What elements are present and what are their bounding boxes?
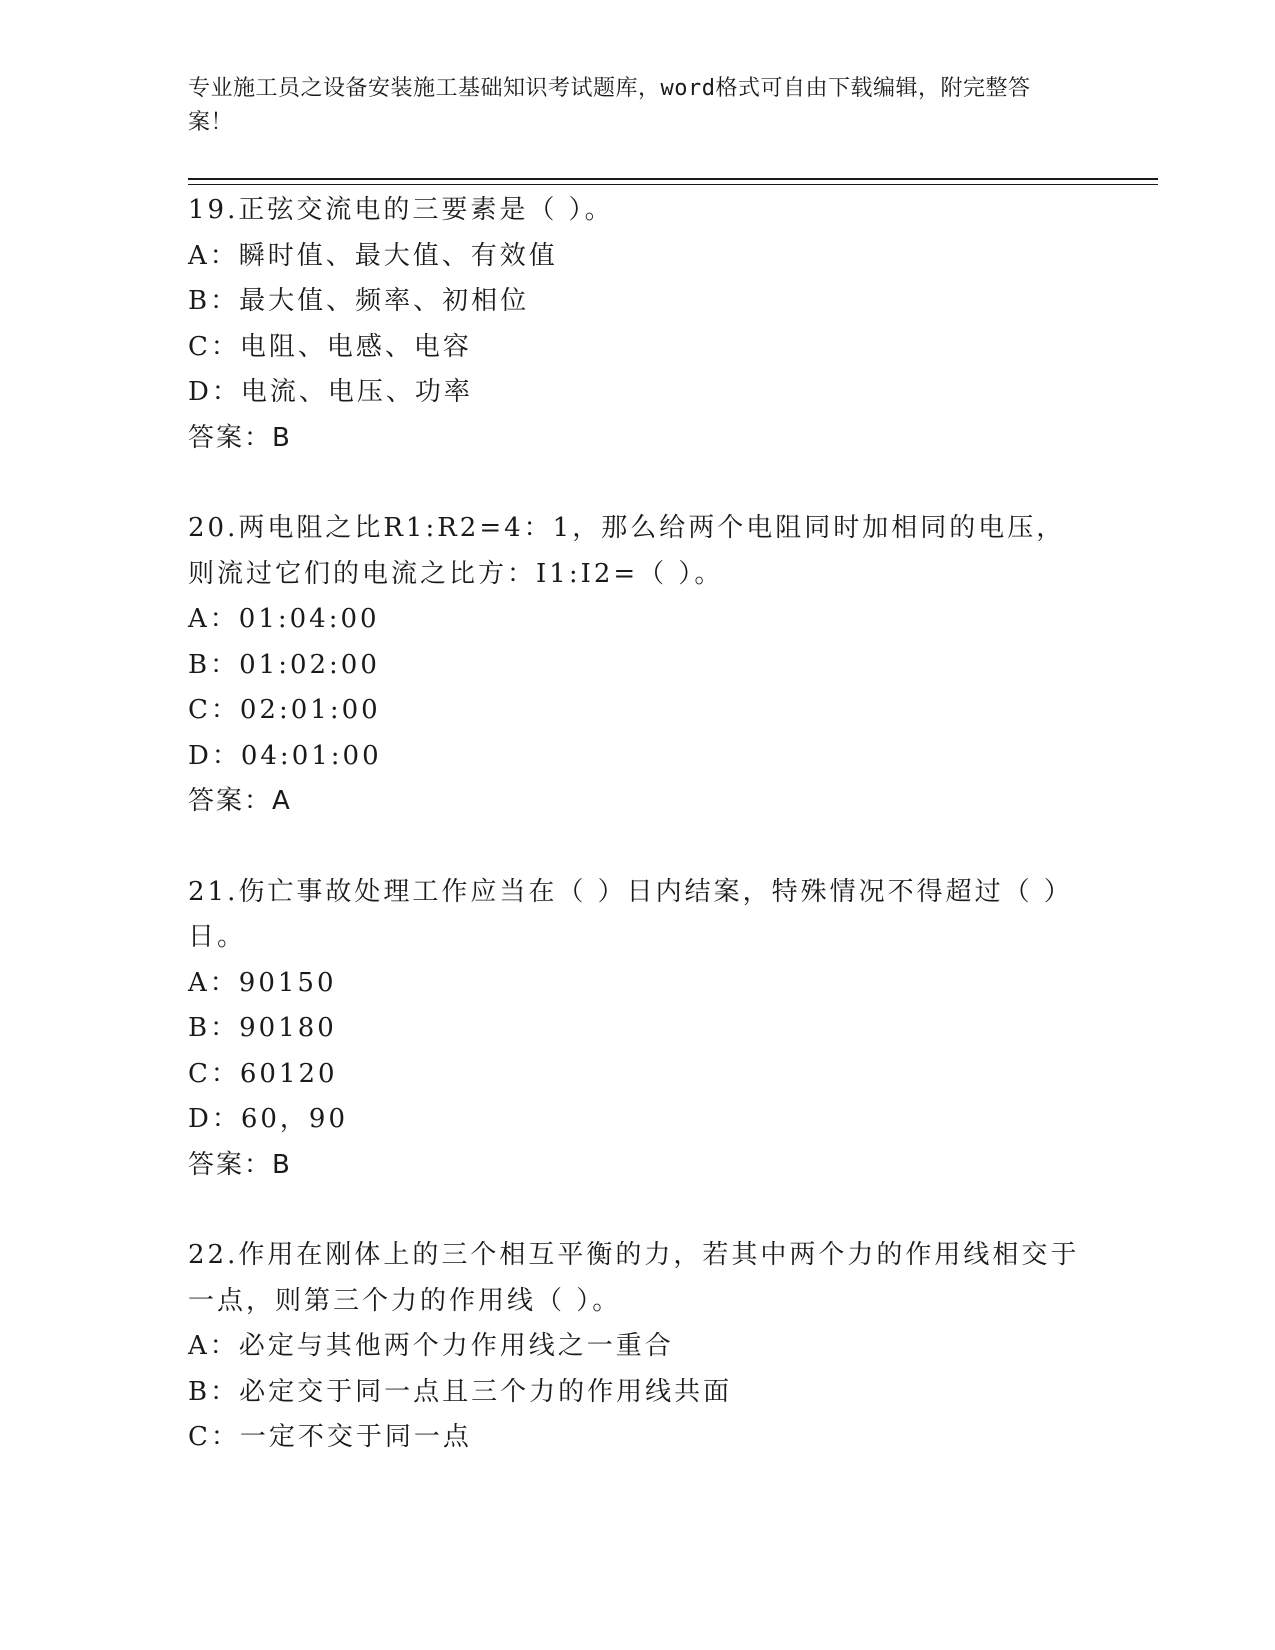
option-b: B：必定交于同一点且三个力的作用线共面: [188, 1376, 733, 1407]
question-19: [188, 188, 1088, 461]
option-c: C：02:01:00: [188, 695, 381, 725]
option-c: C：电阻、电感、电容: [188, 331, 472, 362]
answer-text: 答案：A: [188, 786, 292, 816]
question-22: [188, 1233, 1088, 1461]
option-a: A：必定与其他两个力作用线之一重合: [188, 1331, 674, 1361]
answer-text: 答案：B: [188, 1149, 292, 1180]
question-text: 22.作用在刚体上的三个相互平衡的力，若其中两个力的作用线相交于一点，则第三个力的作用线（ ）。: [188, 1240, 1080, 1316]
option-d: D：60，90: [188, 1104, 349, 1134]
option-c: C：一定不交于同一点: [188, 1422, 472, 1452]
question-20: [188, 506, 1088, 825]
answer-text: 答案：B: [188, 422, 292, 453]
document-header: 专业施工员之设备安装施工基础知识考试题库，word格式可自由下载编辑，附完整答案！: [188, 76, 1031, 135]
header-divider-thick: [188, 178, 1158, 180]
option-d: D：04:01:00: [188, 740, 382, 771]
header-divider-thin: [188, 184, 1158, 185]
question-text: 20.两电阻之比R1:R2=4：1，那么给两个电阻同时加相同的电压，则流过它们的电流之比方：I1:I2=（ ）。: [188, 513, 1066, 589]
option-b: B：最大值、频率、初相位: [188, 286, 530, 316]
option-a: A：瞬时值、最大值、有效值: [188, 240, 558, 271]
option-b: B：90180: [188, 1013, 337, 1043]
option-c: C：60120: [188, 1058, 338, 1089]
question-21: [188, 870, 1088, 1189]
question-list: [188, 188, 1088, 1506]
question-text: 19.正弦交流电的三要素是（ ）。: [188, 195, 614, 225]
question-text: 21.伤亡事故处理工作应当在（ ）日内结案，特殊情况不得超过（ ）日。: [188, 876, 1073, 952]
option-b: B：01:02:00: [188, 649, 380, 680]
option-a: A：90150: [188, 967, 337, 998]
option-a: A：01:04:00: [188, 604, 380, 634]
option-d: D：电流、电压、功率: [188, 377, 473, 407]
